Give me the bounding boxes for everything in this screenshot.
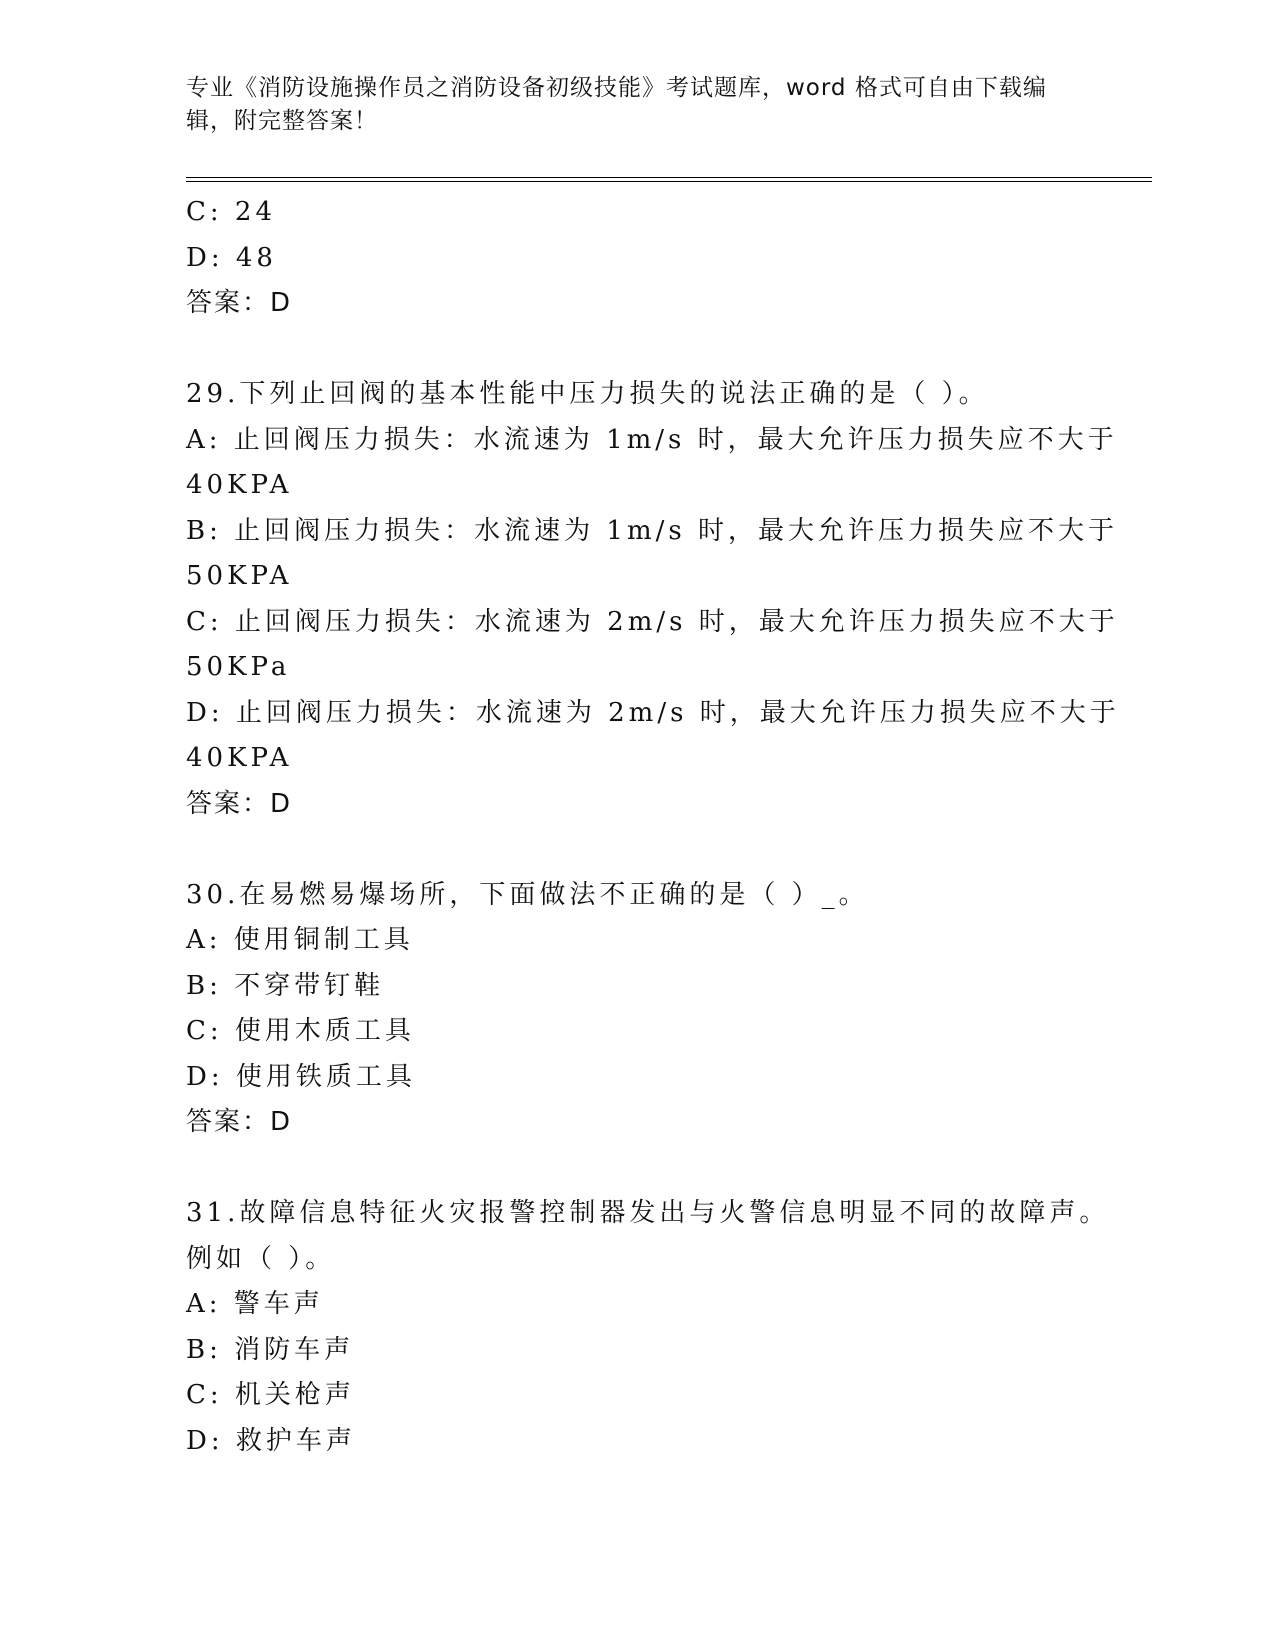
header-line-2: 辑，附完整答案！ bbox=[186, 108, 378, 134]
option-d: D: 48 bbox=[186, 242, 277, 273]
question-30-stem: 30.在易燃易爆场所，下面做法不正确的是（ ）_。 bbox=[186, 879, 869, 910]
question-29-option-c: C: 止回阀压力损失：水流速为 2m/s 时，最大允许压力损失应不大于 bbox=[186, 606, 1119, 637]
spacer bbox=[186, 327, 1086, 373]
option-c: C: 24 bbox=[186, 197, 277, 227]
question-29-option-b-cont: 50KPA bbox=[186, 561, 293, 591]
question-31-option-b: B: 消防车声 bbox=[186, 1334, 355, 1365]
question-31-option-a: A: 警车声 bbox=[186, 1289, 324, 1319]
question-31-option-c: C: 机关枪声 bbox=[186, 1380, 355, 1410]
spacer bbox=[186, 1146, 1086, 1192]
question-29-option-c-cont: 50KPa bbox=[186, 652, 291, 682]
header-divider-top bbox=[186, 177, 1152, 178]
header-divider-bottom bbox=[186, 181, 1152, 182]
question-29-option-a: A: 止回阀压力损失：水流速为 1m/s 时，最大允许压力损失应不大于 bbox=[186, 424, 1118, 455]
question-29-stem: 29.下列止回阀的基本性能中压力损失的说法正确的是（ ）。 bbox=[186, 379, 989, 409]
answer-line: 答案：D bbox=[186, 288, 293, 318]
question-30-option-b: B: 不穿带钉鞋 bbox=[186, 970, 385, 1001]
document-header bbox=[186, 72, 1066, 138]
question-30-option-c: C: 使用木质工具 bbox=[186, 1016, 415, 1046]
header-line-1: 专业《消防设施操作员之消防设备初级技能》考试题库，word 格式可自由下载编 bbox=[186, 75, 1047, 101]
question-29-option-d-cont: 40KPA bbox=[186, 743, 293, 773]
question-30-answer: 答案：D bbox=[186, 1107, 293, 1137]
question-29-option-d: D: 止回阀压力损失：水流速为 2m/s 时，最大允许压力损失应不大于 bbox=[186, 697, 1120, 728]
question-30-option-d: D: 使用铁质工具 bbox=[186, 1061, 416, 1092]
question-31-option-d: D: 救护车声 bbox=[186, 1425, 356, 1456]
question-29-option-b: B: 止回阀压力损失：水流速为 1m/s 时，最大允许压力损失应不大于 bbox=[186, 515, 1118, 546]
question-31-stem-cont: 例如（ ）。 bbox=[186, 1243, 336, 1274]
question-29-answer: 答案：D bbox=[186, 788, 293, 819]
question-content bbox=[186, 190, 1120, 1464]
question-29-option-a-cont: 40KPA bbox=[186, 470, 293, 500]
question-31-stem: 31.故障信息特征火灾报警控制器发出与火警信息明显不同的故障声。 bbox=[186, 1198, 1110, 1228]
question-30-option-a: A: 使用铜制工具 bbox=[186, 925, 414, 955]
spacer bbox=[186, 827, 1086, 873]
